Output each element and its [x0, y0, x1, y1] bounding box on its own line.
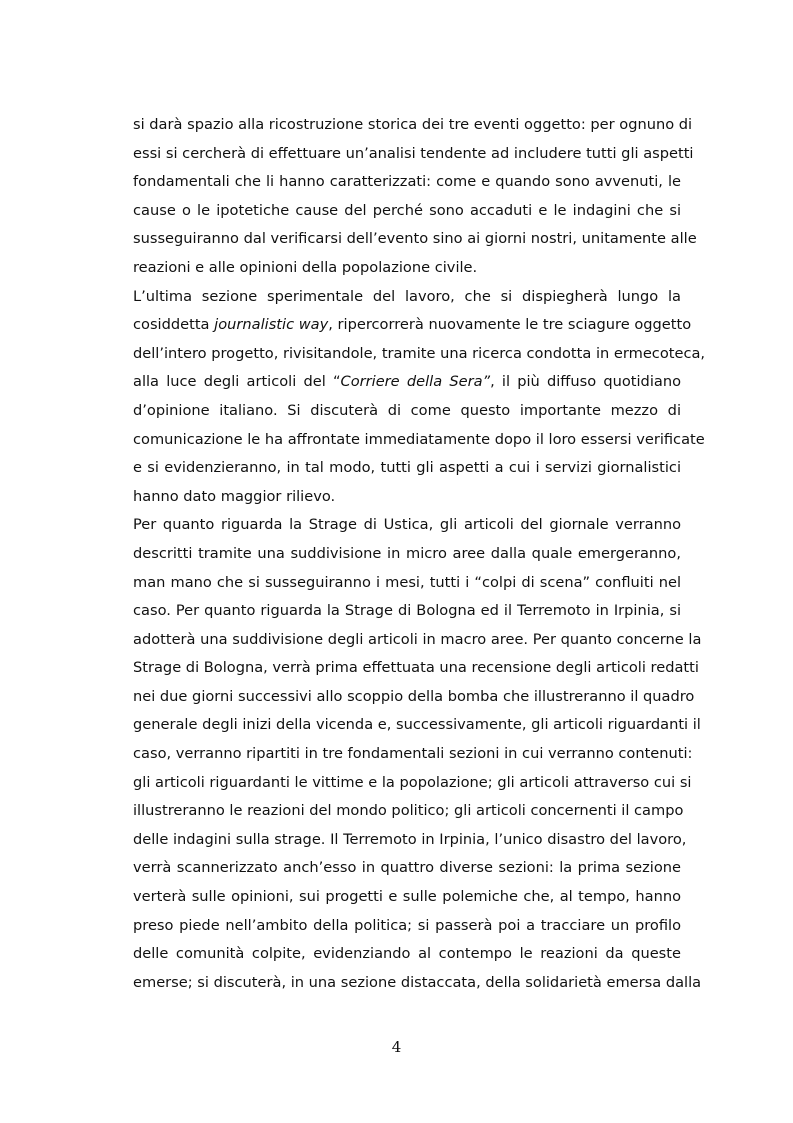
text-line	[133, 797, 684, 826]
text-line	[133, 569, 681, 598]
text-line	[133, 197, 681, 226]
text-line	[133, 225, 697, 254]
text-segment: preso piede nell’ambito della politica; si passerà poi a tracciare un profilo	[133, 916, 681, 934]
text-segment: cause o le ipotetiche cause del perché sono accaduti e le indagini che si	[133, 201, 681, 219]
text-line	[133, 769, 692, 798]
text-segment: caso. Per quanto riguarda la Strage di Bologna ed il Terremoto in Irpinia, si	[133, 602, 681, 620]
text-line	[133, 254, 681, 283]
text-line	[133, 912, 681, 941]
text-segment: Per quanto riguarda la Strage di Ustica, gli articoli del giornale verranno	[133, 516, 681, 534]
text-line	[133, 140, 694, 169]
text-line	[133, 740, 693, 769]
paragraph	[133, 283, 706, 512]
text-line	[133, 540, 681, 569]
text-segment: e si evidenzieranno, in tal modo, tutti gli aspetti a cui i servizi giornalistici	[133, 459, 681, 477]
text-line	[133, 854, 681, 883]
text-line	[133, 426, 705, 455]
text-segment: dell’intero progetto, rivisitandole, tramite una ricerca condotta in ermecoteca,	[133, 344, 706, 362]
text-line	[133, 397, 681, 426]
text-segment: verterà sulle opinioni, sui progetti e sulle polemiche che, al tempo, hanno	[133, 888, 681, 906]
text-line	[133, 111, 693, 140]
text-line	[133, 483, 681, 512]
text-segment: cosiddetta	[133, 316, 215, 334]
text-segment: d’opinione italiano. Si discuterà di come questo importante mezzo di	[133, 401, 681, 419]
text-segment: , ripercorrerà nuovamente le tre sciagure oggetto	[328, 316, 692, 334]
text-segment: delle comunità colpite, evidenziando al contempo le reazioni da queste	[133, 945, 681, 963]
text-line	[133, 626, 702, 655]
text-line	[133, 511, 681, 540]
text-segment: , il più diffuso quotidiano	[490, 373, 681, 391]
text-segment: caso, verranno ripartiti in tre fondamentali sezioni in cui verranno contenuti:	[133, 745, 693, 763]
text-line	[133, 283, 681, 312]
text-segment: delle indagini sulla strage. Il Terremoto in Irpinia, l’unico disastro del lavoro,	[133, 830, 687, 848]
text-line	[133, 597, 681, 626]
text-segment: verrà scannerizzato anch’esso in quattro diverse sezioni: la prima sezione	[133, 859, 681, 877]
text-segment: man mano che si susseguiranno i mesi, tutti i “colpi di scena” confluiti nel	[133, 573, 681, 591]
text-segment: hanno dato maggior rilievo.	[133, 487, 336, 505]
text-segment: nei due giorni successivi allo scoppio della bomba che illustreranno il quadro	[133, 687, 695, 705]
text-line	[133, 654, 699, 683]
paragraph	[133, 111, 697, 283]
text-segment: si darà spazio alla ricostruzione storica dei tre eventi oggetto: per ognuno di	[133, 116, 693, 133]
text-segment: comunicazione le ha affrontate immediatamente dopo il loro essersi verificate	[133, 430, 705, 448]
text-segment: descritti tramite una suddivisione in micro aree dalla quale emergeranno,	[133, 544, 681, 562]
text-line	[133, 311, 692, 340]
text-line	[133, 883, 681, 912]
text-line	[133, 454, 681, 483]
text-line	[133, 711, 701, 740]
body-text	[133, 111, 706, 997]
text-line	[133, 826, 687, 855]
text-line	[133, 969, 702, 998]
italic-text: Corriere della Sera”	[340, 373, 491, 391]
italic-text: journalistic way	[214, 316, 329, 334]
text-segment: gli articoli riguardanti le vittime e la popolazione; gli articoli attraverso cui si	[133, 773, 692, 791]
text-segment: adotterà una suddivisione degli articoli in macro aree. Per quanto concerne la	[133, 630, 702, 648]
text-segment: emerse; si discuterà, in una sezione distaccata, della solidarietà emersa dalla	[133, 973, 702, 991]
text-segment: L’ultima sezione sperimentale del lavoro, che si dispiegherà lungo la	[133, 287, 681, 305]
text-line	[133, 368, 681, 397]
text-line	[133, 168, 681, 197]
text-segment: Strage di Bologna, verrà prima effettuata una recensione degli articoli redatti	[133, 659, 699, 677]
text-segment: alla luce degli articoli del “	[133, 373, 341, 391]
text-line	[133, 683, 695, 712]
text-segment: fondamentali che li hanno caratterizzati: come e quando sono avvenuti, le	[133, 173, 681, 191]
text-segment: essi si cercherà di effettuare un’analisi tendente ad includere tutti gli aspetti	[133, 144, 694, 162]
text-segment: illustreranno le reazioni del mondo politico; gli articoli concernenti il campo	[133, 802, 684, 820]
text-segment: susseguiranno dal verificarsi dell’evento sino ai giorni nostri, unitamente alle	[133, 230, 697, 248]
text-line	[133, 340, 706, 369]
text-segment: generale degli inizi della vicenda e, successivamente, gli articoli riguardanti il	[133, 716, 701, 734]
page-number: 4	[391, 1038, 402, 1056]
text-line	[133, 940, 681, 969]
text-segment: reazioni e alle opinioni della popolazione civile.	[133, 258, 478, 276]
paragraph	[133, 511, 702, 997]
